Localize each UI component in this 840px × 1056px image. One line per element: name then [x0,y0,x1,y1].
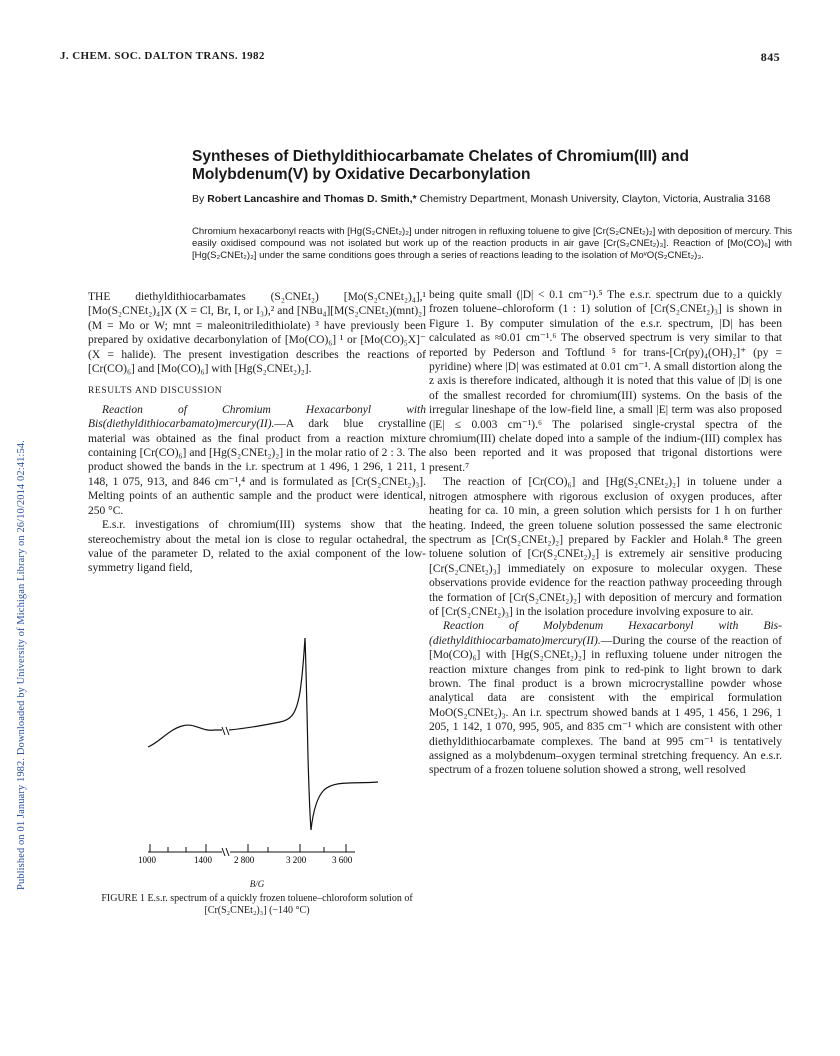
tick-label-3600: 3 600 [332,855,353,865]
download-notice-text: Published on 01 January 1982. Downloaded by University of Michigan Library on 26/10/2014 02:41:54. [16,440,27,890]
paragraph-green-solution: The reaction of [Cr(CO)₆] and [Hg(S₂CNEt₂)₂] in toluene under a nitrogen atmosphere with rigorous exclusion of oxygen produces, after heating for ca. 10 min, a green solution which persists for 1 h on further heating. Indeed, the green toluene solution possessed the same electronic spectrum as [Cr(S₂CNEt₂)₂] prepared by Fackler and Holah.⁸ The green toluene solution of [Cr(S₂CNEt₂)₂] is extremely air sensitive producing [Cr(S₂CNEt₂)₃] immediately on exposure to molecular oxygen. These observations provide evidence for the reaction pathway proceeding through the formation of [Cr(S₂CNEt₂)₂] with deposition of mercury and formation of [Cr(S₂CNEt₂)₃] in the isolation procedure involving exposure to air. [429,476,782,618]
running-header [60,50,780,64]
spectrum-trace-main [229,638,378,830]
intro-paragraph: THE diethyldithiocarbamates (S₂CNEt₂) [Mo(S₂CNEt₂)₄],¹ [Mo(S₂CNEt₂)₄]X (X = Cl, Br, I, or I₃),² and [NBu₄][M(S₂CNEt₂)(mnt)₂] (M = Mo or W; mnt = maleonitriledithiolate) ³ have previously been prepared by oxidative decarbonylation of [Mo(CO)₆] ¹ or [Mo(CO)₅X]⁻ (X = halide). The present investigation describes the reactions of [Cr(CO)₆] and [Mo(CO)₆] with [Hg(S₂CNEt₂)₂]. [88,291,426,376]
paragraph-chromium [88,403,426,518]
author-names: Robert Lancashire and Thomas D. Smith,* [207,193,417,205]
paragraph-molybdenum-subheading: Reaction of Molybdenum Hexacarbonyl with Bis-(diethyldithiocarbamato)mercury(II). [429,620,782,647]
tick-label-3200: 3 200 [286,855,307,865]
journal-name: J. CHEM. SOC. DALTON TRANS. 1982 [60,50,265,62]
tick-label-2800: 2 800 [234,855,255,865]
tick-label-1400: 1400 [194,855,212,865]
figure-caption [88,878,426,918]
download-notice [2,190,27,890]
page-number: 845 [760,50,780,64]
paragraph-dvalue: being quite small (|D| < 0.1 cm⁻¹).⁵ The e.s.r. spectrum due to a quickly frozen toluene–chloroform (1 : 1) solution of [Cr(S₂CNEt₂)₃] is shown in Figure 1. By computer simulation of the e.s.r. spectrum, |D| has been calculated as ≈0.01 cm⁻¹.⁶ The observed spectrum is very similar to that reported by Pederson and Toftlund ⁵ for trans-[Cr(py)₄(OH)₂]⁺ (py = pyridine) where |D| was estimated at 0.01 cm⁻¹. A small distortion along the z axis is therefore indicated, although it is noted that this value of |D| is one of the smallest recorded for chromium(III) systems. On the basis of the irregular lineshape of the low-field line, a small |E| term was also proposed (|E| ≤ 0.003 cm⁻¹).⁶ The polarised single-crystal spectra of the chromium(III) chelate doped into a sample of the indium-(III) complex has also been reported and it was proposed that trigonal distortions were present.⁷ [429,289,782,474]
figure-caption-text: E.s.r. spectrum of a quickly frozen toluene–chloroform solution of [Cr(S₂CNEt₂)₃] (−140 °C) [147,892,413,916]
abstract: Chromium hexacarbonyl reacts with [Hg(S₂CNEt₂)₂] under nitrogen in refluxing toluene to give [Cr(S₂CNEt₂)₂] with deposition of mercury. This easily oxidised compound was not isolated but work up of the reaction products in air gave [Cr(S₂CNEt₂)₃]. Reaction of [Mo(CO)₆] with [Hg(S₂CNEt₂)₂] under the same conditions goes through a series of reactions leading to the isolation of MoᵛO(S₂CNEt₂)₃. [192,226,792,262]
article-title: Syntheses of Diethyldithiocarbamate Chelates of Chromium(III) and Molybdenum(V) by Oxidative Decarbonylation [192,148,689,183]
paragraph-esr: E.s.r. investigations of chromium(III) systems show that the stereochemistry about the metal ion is close to regular octahedral, the value of the parameter D, related to the axial component of the low-symmetry ligand field, [88,519,426,575]
by-label: By [192,193,205,205]
section-heading: RESULTS AND DISCUSSION [88,386,223,397]
figure-label: FIGURE 1 [101,892,145,904]
spectrum-trace [148,725,222,747]
paragraph-molybdenum [429,619,782,777]
author-block [192,193,792,206]
affiliation: Chemistry Department, Monash University, Clayton, Victoria, Australia 3168 [419,193,771,205]
x-axis-break [222,848,229,856]
paragraph-chromium-text: —A dark blue crystalline material was obtained as the final product from a reaction mixture containing [Cr(CO)₆] and [Hg(S₂CNEt₂)₂] in the molar ratio of 2 : 3. The product showed the bands in the i.r. spectrum at 1 496, 1 296, 1 211, 1 148, 1 075, 913, and 846 cm⁻¹,⁴ and is formulated as [Cr(S₂CNEt₂)₃]. Melting points of an authentic sample and the product were identical, 250 °C. [88,418,426,517]
x-axis-label: B/G [249,879,265,889]
figure-esr-spectrum [130,632,395,872]
left-column [88,290,426,576]
paragraph-chromium-subheading: Reaction of Chromium Hexacarbonyl with Bis(diethyldithiocarbamato)mercury(II). [88,403,426,431]
tick-marks [150,844,346,852]
tick-label-1000: 1000 [138,855,156,865]
axis-break-trace [222,727,229,735]
esr-spectrum-plot [130,632,395,872]
paragraph-molybdenum-text: —During the course of the reaction of [Mo(CO)₆] with [Hg(S₂CNEt₂)₂] in refluxing toluene under nitrogen the reaction mixture changes from pink to red-pink to light brown to dark brown. The final product is a brown microcrystalline powder whose analytical data are consistent with the empirical formulation MoO(S₂CNEt₂)₃. An i.r. spectrum showed bands at 1 495, 1 456, 1 296, 1 205, 1 142, 1 070, 995, 905, and 835 cm⁻¹ which are consistent with other diethyldithiocarbamate complexes. The band at 995 cm⁻¹ is tentatively assigned as a molybdenum–oxygen terminal stretching frequency. An e.s.r. spectrum of a frozen toluene solution showed a strong, well resolved [429,634,782,777]
right-column [429,288,782,778]
